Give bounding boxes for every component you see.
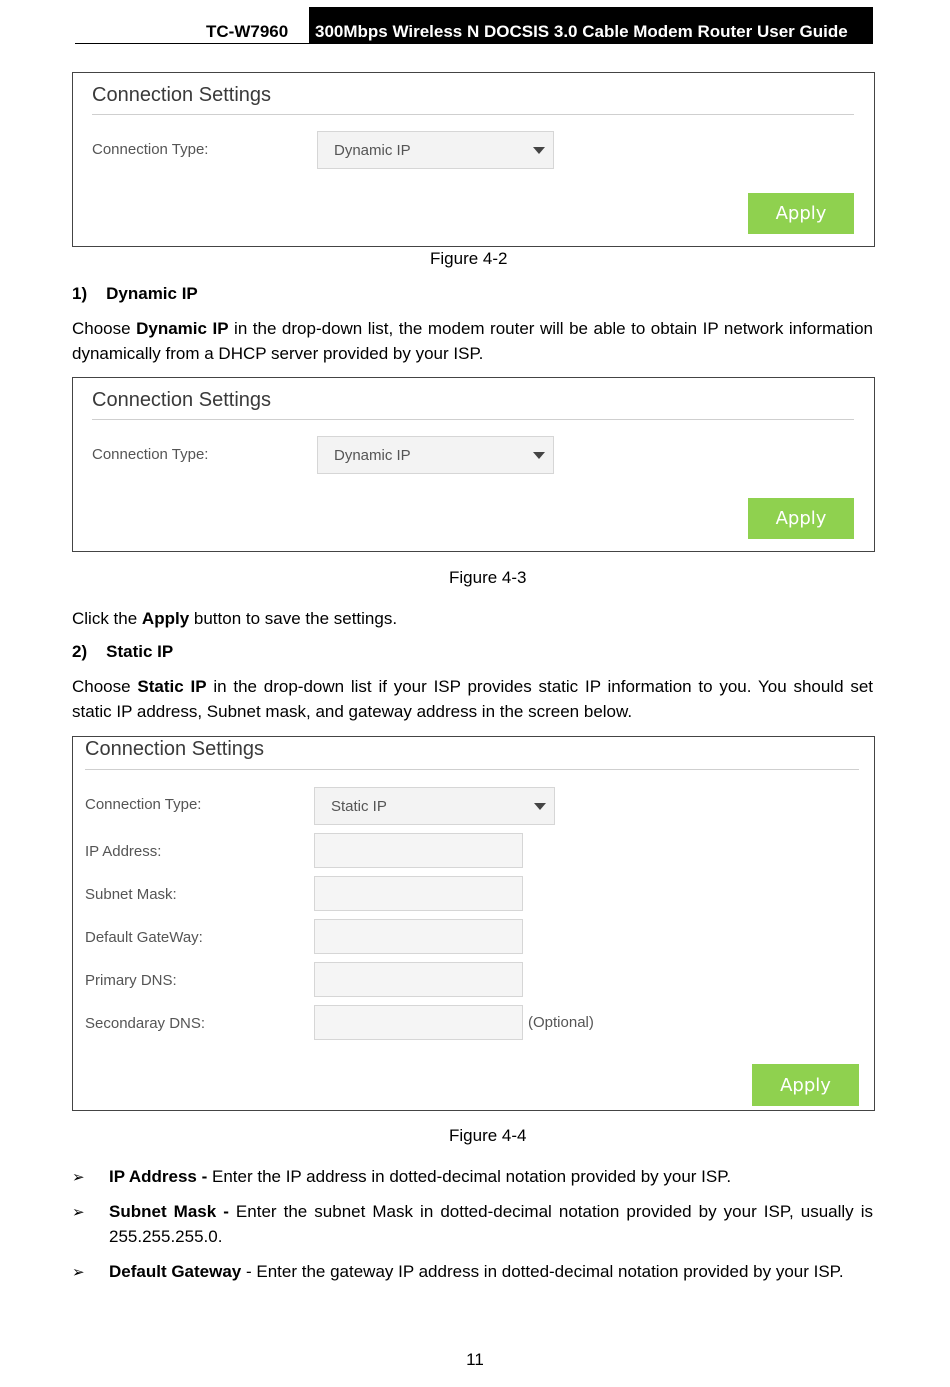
panel-title: Connection Settings xyxy=(92,84,272,106)
subnet-mask-input[interactable] xyxy=(314,876,523,911)
ip-address-input[interactable] xyxy=(314,833,523,868)
bullet-arrow-icon: ➢ xyxy=(72,1204,85,1221)
bold-term: Dynamic IP xyxy=(136,319,229,338)
panel-title-rule xyxy=(92,114,854,115)
section-title: Static IP xyxy=(106,642,174,661)
connection-type-select[interactable] xyxy=(317,436,554,474)
bullet-arrow-icon: ➢ xyxy=(72,1264,85,1281)
page-number: 11 xyxy=(466,1350,484,1369)
chevron-down-icon xyxy=(533,452,545,459)
chevron-down-icon xyxy=(534,803,546,810)
connection-type-label: Connection Type: xyxy=(92,141,209,158)
connection-settings-panel-1 xyxy=(72,72,875,247)
secondary-dns-label: Secondaray DNS: xyxy=(85,1015,206,1032)
default-gateway-label: Default GateWay: xyxy=(85,929,203,946)
apply-button[interactable]: Apply xyxy=(752,1064,859,1106)
section-2-paragraph: Choose Static IP in the drop-down list if your ISP provides static IP information to you. You should set static IP address, Subnet mask, and gateway address in the screen below. xyxy=(72,677,873,721)
default-gateway-input[interactable] xyxy=(314,919,523,954)
bold-term: IP Address - xyxy=(109,1167,208,1186)
connection-type-label: Connection Type: xyxy=(92,446,209,463)
primary-dns-input[interactable] xyxy=(314,962,523,997)
panel-title-rule xyxy=(92,419,854,420)
chevron-down-icon xyxy=(533,147,545,154)
bold-term: Subnet Mask - xyxy=(109,1202,229,1221)
figure-caption-4-4: Figure 4-4 xyxy=(449,1126,527,1145)
apply-note: Click the Apply button to save the settings. xyxy=(72,609,398,628)
figure-caption-4-3: Figure 4-3 xyxy=(449,568,527,587)
ip-address-label: IP Address: xyxy=(85,843,162,860)
bullet-arrow-icon: ➢ xyxy=(72,1169,85,1186)
panel-title: Connection Settings xyxy=(92,389,272,411)
figure-caption-4-2: Figure 4-2 xyxy=(430,249,508,268)
section-1-paragraph: Choose Dynamic IP in the drop-down list, the modem router will be able to obtain IP network information dynamically from a DHCP server provided by your ISP. xyxy=(72,319,874,363)
bullet-ip-address: IP Address - Enter the IP address in dotted-decimal notation provided by your ISP. xyxy=(109,1167,732,1186)
connection-type-label: Connection Type: xyxy=(85,796,202,813)
connection-settings-panel-2 xyxy=(72,377,875,552)
panel-title: Connection Settings xyxy=(85,738,265,760)
bold-term: Apply xyxy=(141,609,190,628)
optional-note: (Optional) xyxy=(528,1014,594,1031)
header-guide-title: 300Mbps Wireless N DOCSIS 3.0 Cable Modem Router User Guide xyxy=(309,7,873,44)
connection-settings-panel-3 xyxy=(72,736,875,1111)
connection-type-value: Dynamic IP xyxy=(334,446,411,464)
section-number: 2) xyxy=(72,642,88,661)
section-2-heading xyxy=(72,642,173,662)
connection-type-select[interactable] xyxy=(314,787,555,825)
connection-type-select[interactable] xyxy=(317,131,554,169)
panel-title-rule xyxy=(85,769,859,770)
header-rule xyxy=(75,43,873,44)
section-number: 1) xyxy=(72,284,88,303)
apply-button[interactable]: Apply xyxy=(748,498,854,539)
bullet-default-gateway: Default Gateway - Enter the gateway IP address in dotted-decimal notation provided by your ISP. xyxy=(109,1262,844,1281)
secondary-dns-input[interactable] xyxy=(314,1005,523,1040)
apply-button[interactable]: Apply xyxy=(748,193,854,234)
primary-dns-label: Primary DNS: xyxy=(85,972,177,989)
section-title: Dynamic IP xyxy=(106,284,198,303)
connection-type-value: Static IP xyxy=(331,797,387,815)
bold-term: Static IP xyxy=(137,677,207,696)
bold-term: Default Gateway xyxy=(109,1262,242,1281)
subnet-mask-label: Subnet Mask: xyxy=(85,886,177,903)
connection-type-value: Dynamic IP xyxy=(334,141,411,159)
header-model: TC-W7960 xyxy=(206,22,289,41)
bullet-subnet-mask: Subnet Mask - Enter the subnet Mask in dotted-decimal notation provided by your ISP, usually is 255.255.255.0. xyxy=(109,1202,873,1246)
section-1-heading xyxy=(72,284,198,304)
